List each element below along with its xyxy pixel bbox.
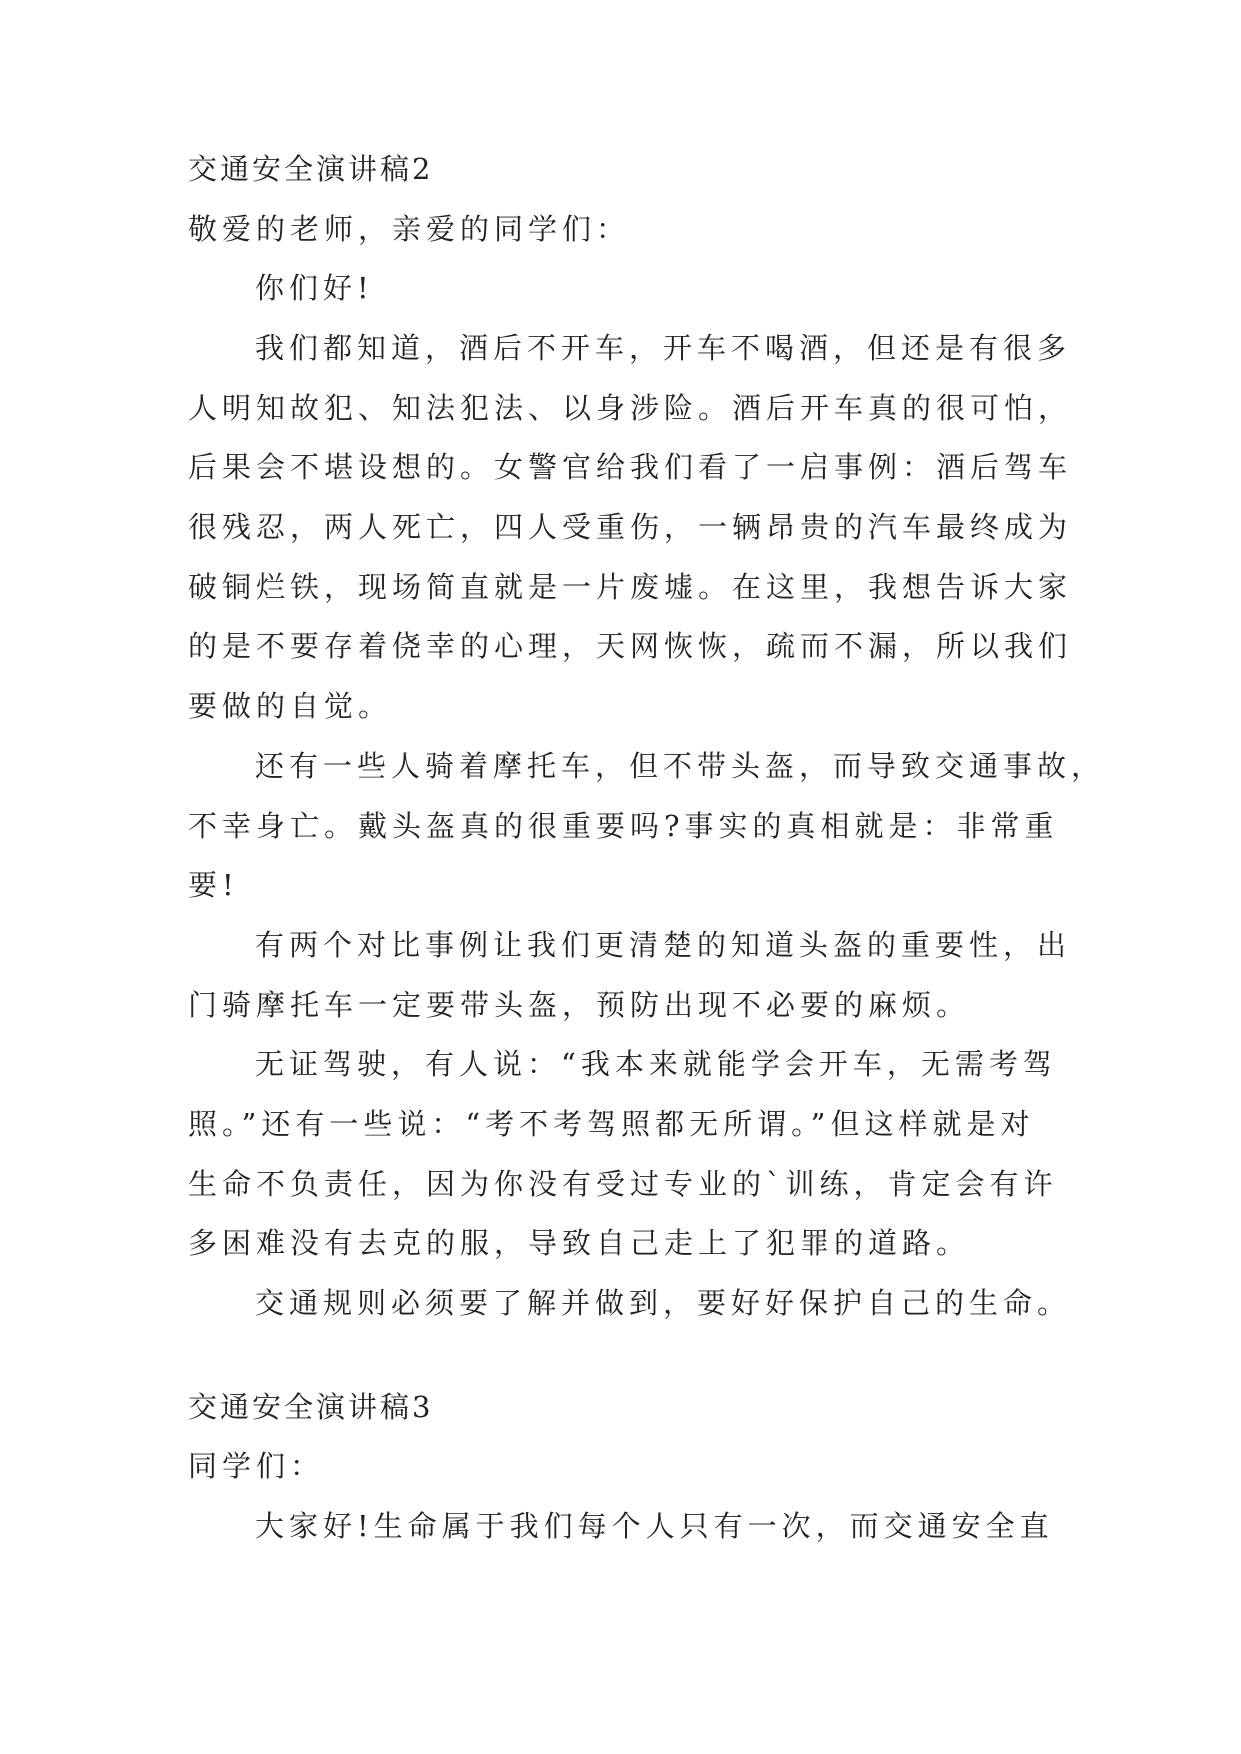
paragraph-line: 要做的自觉。 [188, 689, 393, 723]
paragraph-line: 要! [188, 868, 239, 902]
salutation: 同学们： [188, 1449, 325, 1483]
section-title: 交通安全演讲稿3 [188, 1390, 434, 1424]
paragraph-line: 有两个对比事例让我们更清楚的知道头盔的重要性，出 [255, 928, 1072, 962]
paragraph-line: 门骑摩托车一定要带头盔，预防出现不必要的麻烦。 [188, 988, 971, 1022]
paragraph-line: 还有一些人骑着摩托车，但不带头盔，而导致交通事故， [255, 749, 1106, 783]
paragraph-line: 后果会不堪设想的。女警官给我们看了一启事例：酒后驾车 [188, 450, 1073, 484]
paragraph-line: 交通规则必须要了解并做到，要好好保护自己的生命。 [255, 1286, 1072, 1320]
paragraph-line: 不幸身亡。戴头盔真的很重要吗?事实的真相就是：非常重 [188, 809, 1059, 843]
salutation: 敬爱的老师，亲爱的同学们： [188, 212, 631, 246]
paragraph-line: 多困难没有去克的服，导致自己走上了犯罪的道路。 [188, 1226, 971, 1260]
paragraph-line: 的是不要存着侥幸的心理，天网恢恢，疏而不漏，所以我们 [188, 629, 1073, 663]
paragraph-line: 大家好!生命属于我们每个人只有一次，而交通安全直 [255, 1509, 1054, 1543]
paragraph-line: 我们都知道，酒后不开车，开车不喝酒，但还是有很多 [255, 331, 1072, 365]
section-title: 交通安全演讲稿2 [188, 152, 434, 186]
paragraph-line: 人明知故犯、知法犯法、以身涉险。酒后开车真的很可怕， [188, 391, 1073, 425]
paragraph-line: 破铜烂铁，现场简直就是一片废墟。在这里，我想告诉大家 [188, 570, 1073, 604]
paragraph-line: 很残忍，两人死亡，四人受重伤，一辆昂贵的汽车最终成为 [188, 510, 1073, 544]
paragraph-line: 生命不负责任，因为你没有受过专业的`训练，肯定会有许 [188, 1167, 1058, 1201]
paragraph-line: 无证驾驶，有人说：“我本来就能学会开车，无需考驾 [255, 1047, 1057, 1081]
paragraph-line: 照。”还有一些说：“考不考驾照都无所谓。”但这样就是对 [188, 1107, 1035, 1141]
greeting: 你们好! [255, 271, 374, 305]
